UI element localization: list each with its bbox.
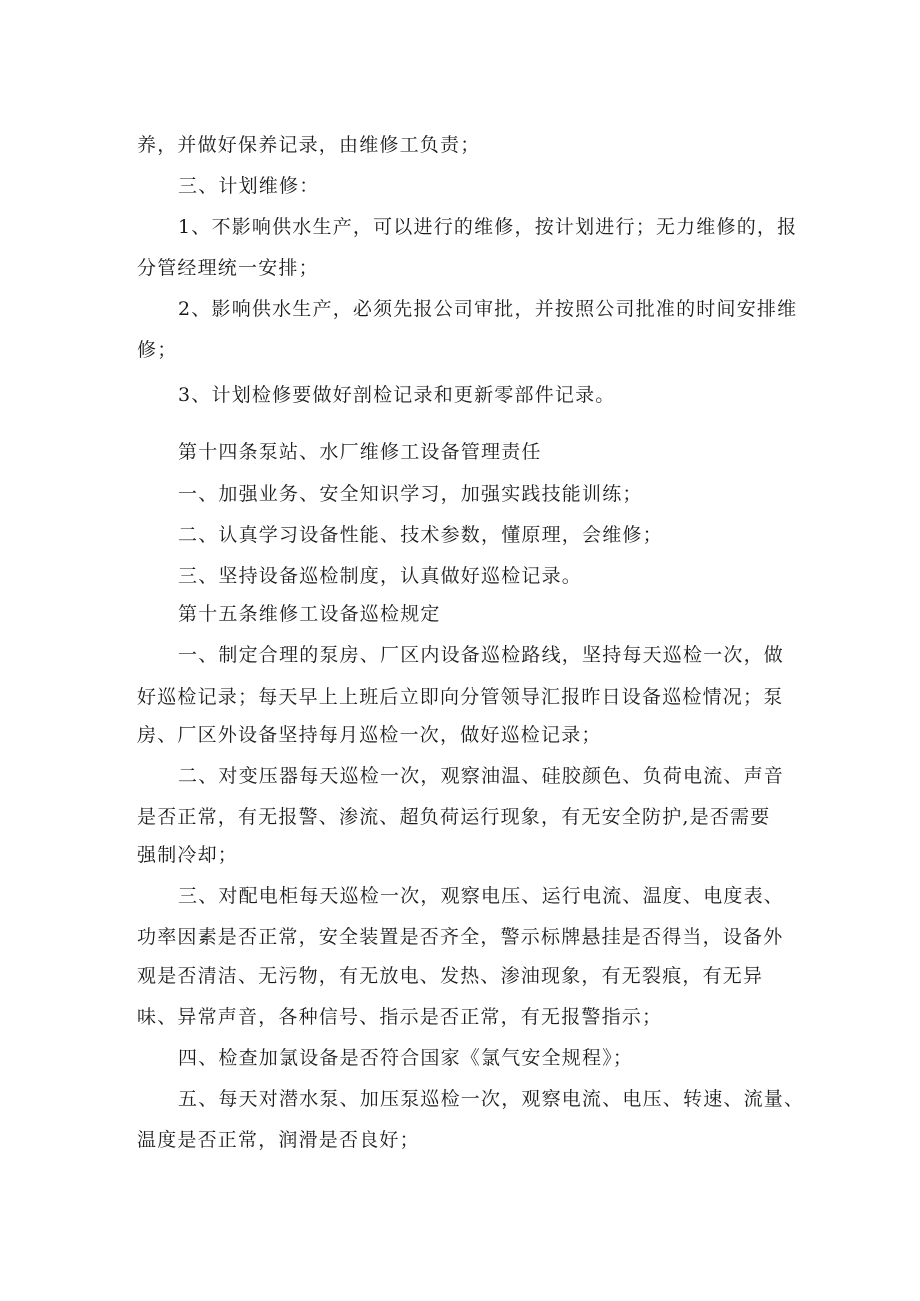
text-line-3: 1、不影响供水生产，可以进行的维修，按计划进行；无力维修的，报 bbox=[178, 216, 798, 238]
text-line-5: 2、影响供水生产，必须先报公司审批，并按照公司批准的时间安排维 bbox=[178, 298, 798, 320]
text-line-15: 房、厂区外设备坚持每月巡检一次，做好巡检记录； bbox=[137, 724, 602, 746]
text-line-24: 五、每天对潜水泵、加压泵巡检一次，观察电流、电压、转速、流量、 bbox=[178, 1088, 805, 1110]
text-line-6: 修； bbox=[137, 339, 178, 361]
article-14-heading: 第十四条泵站、水厂维修工设备管理责任 bbox=[178, 441, 542, 463]
text-line-4: 分管经理统一安排； bbox=[137, 257, 319, 279]
text-line-13: 一、制定合理的泵房、厂区内设备巡检路线，坚持每天巡检一次，做 bbox=[178, 644, 785, 666]
text-line-17: 是否正常，有无报警、渗流、超负荷运行现象，有无安全防护,是否需要 bbox=[137, 806, 771, 828]
text-line-23: 四、检查加氯设备是否符合国家《氯气安全规程》； bbox=[178, 1047, 634, 1069]
text-line-16: 二、对变压器每天巡检一次，观察油温、硅胶颜色、负荷电流、声音 bbox=[178, 765, 785, 787]
text-line-7: 3、计划检修要做好剖检记录和更新零部件记录。 bbox=[178, 384, 616, 406]
text-line-18: 强制冷却； bbox=[137, 844, 239, 866]
text-line-22: 味、异常声音，各种信号、指示是否正常，有无报警指示； bbox=[137, 1006, 663, 1028]
section-heading-planned-maintenance: 三、计划维修： bbox=[178, 175, 320, 197]
text-line-1: 养，并做好保养记录，由维修工负责； bbox=[137, 134, 481, 156]
text-line-11: 三、坚持设备巡检制度，认真做好巡检记录。 bbox=[178, 565, 583, 587]
text-line-9: 一、加强业务、安全知识学习，加强实践技能训练； bbox=[178, 483, 643, 505]
text-line-20: 功率因素是否正常，安全装置是否齐全，警示标牌悬挂是否得当，设备外 bbox=[137, 926, 784, 948]
text-line-25: 温度是否正常，润滑是否良好； bbox=[137, 1129, 420, 1151]
article-15-heading: 第十五条维修工设备巡检规定 bbox=[178, 603, 441, 625]
text-line-21: 观是否清洁、无污物，有无放电、发热、渗油现象，有无裂痕，有无异 bbox=[137, 965, 764, 987]
text-line-19: 三、对配电柜每天巡检一次，观察电压、运行电流、温度、电度表、 bbox=[178, 885, 785, 907]
text-line-14: 好巡检记录；每天早上上班后立即向分管领导汇报昨日设备巡检情况；泵 bbox=[137, 686, 784, 708]
text-line-10: 二、认真学习设备性能、技术参数，懂原理，会维修； bbox=[178, 524, 663, 546]
